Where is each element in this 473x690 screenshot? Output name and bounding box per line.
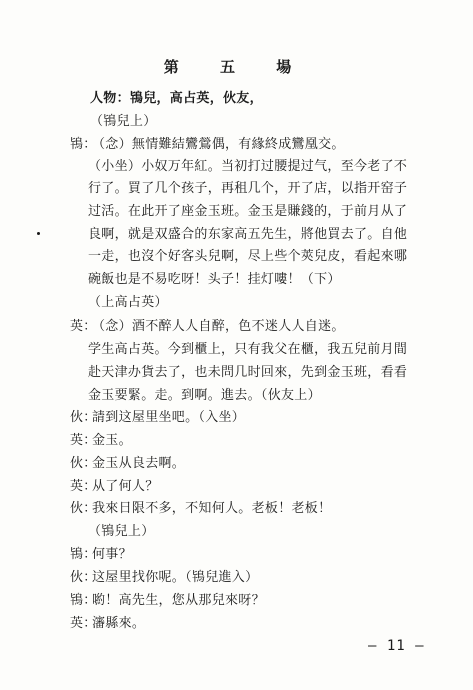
line-text: 瀋縣來。 xyxy=(92,616,146,631)
script-line xyxy=(70,432,132,450)
script-line xyxy=(88,180,407,198)
line-text: （念）酒不醉人人自醉，色不迷人人自迷。 xyxy=(92,319,345,334)
line-text: 碗飯也是不易吃呀！头子！挂灯嘍！（下） xyxy=(88,272,341,287)
line-text: 請到这屋里坐吧。（入坐） xyxy=(92,410,246,425)
speaker-label: 英： xyxy=(70,319,97,334)
script-line xyxy=(70,546,132,564)
script-line xyxy=(70,478,159,496)
speaker-label: 鴇： xyxy=(70,137,97,152)
speaker-label: 英： xyxy=(70,479,97,494)
script-line xyxy=(88,158,407,176)
line-text: 从了何人？ xyxy=(92,479,159,494)
line-text: 金玉从良去啊。 xyxy=(92,456,186,471)
line-text: 行了。買了几个孩子，再租几个，开了店，以指开窑子 xyxy=(88,181,408,196)
speaker-label: 伙： xyxy=(70,570,97,585)
line-text: 良啊，就是双盛合的东家高五先生，將他買去了。自他 xyxy=(88,227,408,242)
speaker-label: 英： xyxy=(70,616,97,631)
line-text: 这屋里找你呢。（鴇兒進入） xyxy=(92,570,259,585)
script-line xyxy=(88,523,155,541)
line-text: （鴇兒上） xyxy=(88,524,155,539)
script-line xyxy=(90,113,157,131)
line-text: 人物：鴇兒，高占英，伙友， xyxy=(90,91,263,106)
line-text: 何事？ xyxy=(92,547,132,562)
margin-mark xyxy=(37,232,40,235)
script-line xyxy=(88,364,407,382)
scene-title: 第 五 場 xyxy=(163,58,310,76)
script-line xyxy=(70,318,345,336)
script-line xyxy=(70,592,265,610)
speaker-label: 鴇： xyxy=(70,547,97,562)
line-text: （小坐）小奴万年紅。当初打过腰提过气，至今老了不 xyxy=(88,159,408,174)
script-line xyxy=(88,226,407,244)
speaker-label: 伙： xyxy=(70,456,97,471)
script-line xyxy=(88,294,168,312)
speaker-label: 伙： xyxy=(70,410,97,425)
line-text: 过活。在此开了座金玉班。金玉是賺錢的，于前月从了 xyxy=(88,204,408,219)
speaker-label: 鴇： xyxy=(70,593,97,608)
script-line xyxy=(88,203,407,221)
script-line xyxy=(70,136,345,154)
page-number: — 11 — xyxy=(368,638,425,654)
script-line xyxy=(88,271,341,289)
line-text: 喲！高先生，您从那兒來呀？ xyxy=(92,593,265,608)
script-line xyxy=(70,500,331,518)
line-text: （上高占英） xyxy=(88,295,168,310)
script-line xyxy=(70,455,185,473)
script-line xyxy=(88,387,321,405)
speaker-label: 英： xyxy=(70,433,97,448)
line-text: 一走，也沒个好客头兒啊，尽上些个莢兒皮，看起來哪 xyxy=(88,249,408,264)
line-text: （念）無情難結鸞鶯偶，有緣終成鸞凰交。 xyxy=(92,137,345,152)
script-line xyxy=(90,90,263,108)
script-line xyxy=(70,569,258,587)
line-text: 学生高占英。今到櫃上，只有我父在櫃，我五兒前月間 xyxy=(88,342,408,357)
script-line xyxy=(88,248,407,266)
script-line xyxy=(70,409,245,427)
script-line xyxy=(88,341,407,359)
line-text: （鴇兒上） xyxy=(90,114,157,129)
line-text: 金玉。 xyxy=(92,433,132,448)
script-line xyxy=(70,615,145,633)
line-text: 赴天津办貨去了，也未問几时回來，先到金玉班，看看 xyxy=(88,365,408,380)
line-text: 金玉要緊。走。到啊。進去。（伙友上） xyxy=(88,388,321,403)
speaker-label: 伙： xyxy=(70,501,97,516)
line-text: 我來日限不多，不知何人。老板！老板！ xyxy=(92,501,332,516)
